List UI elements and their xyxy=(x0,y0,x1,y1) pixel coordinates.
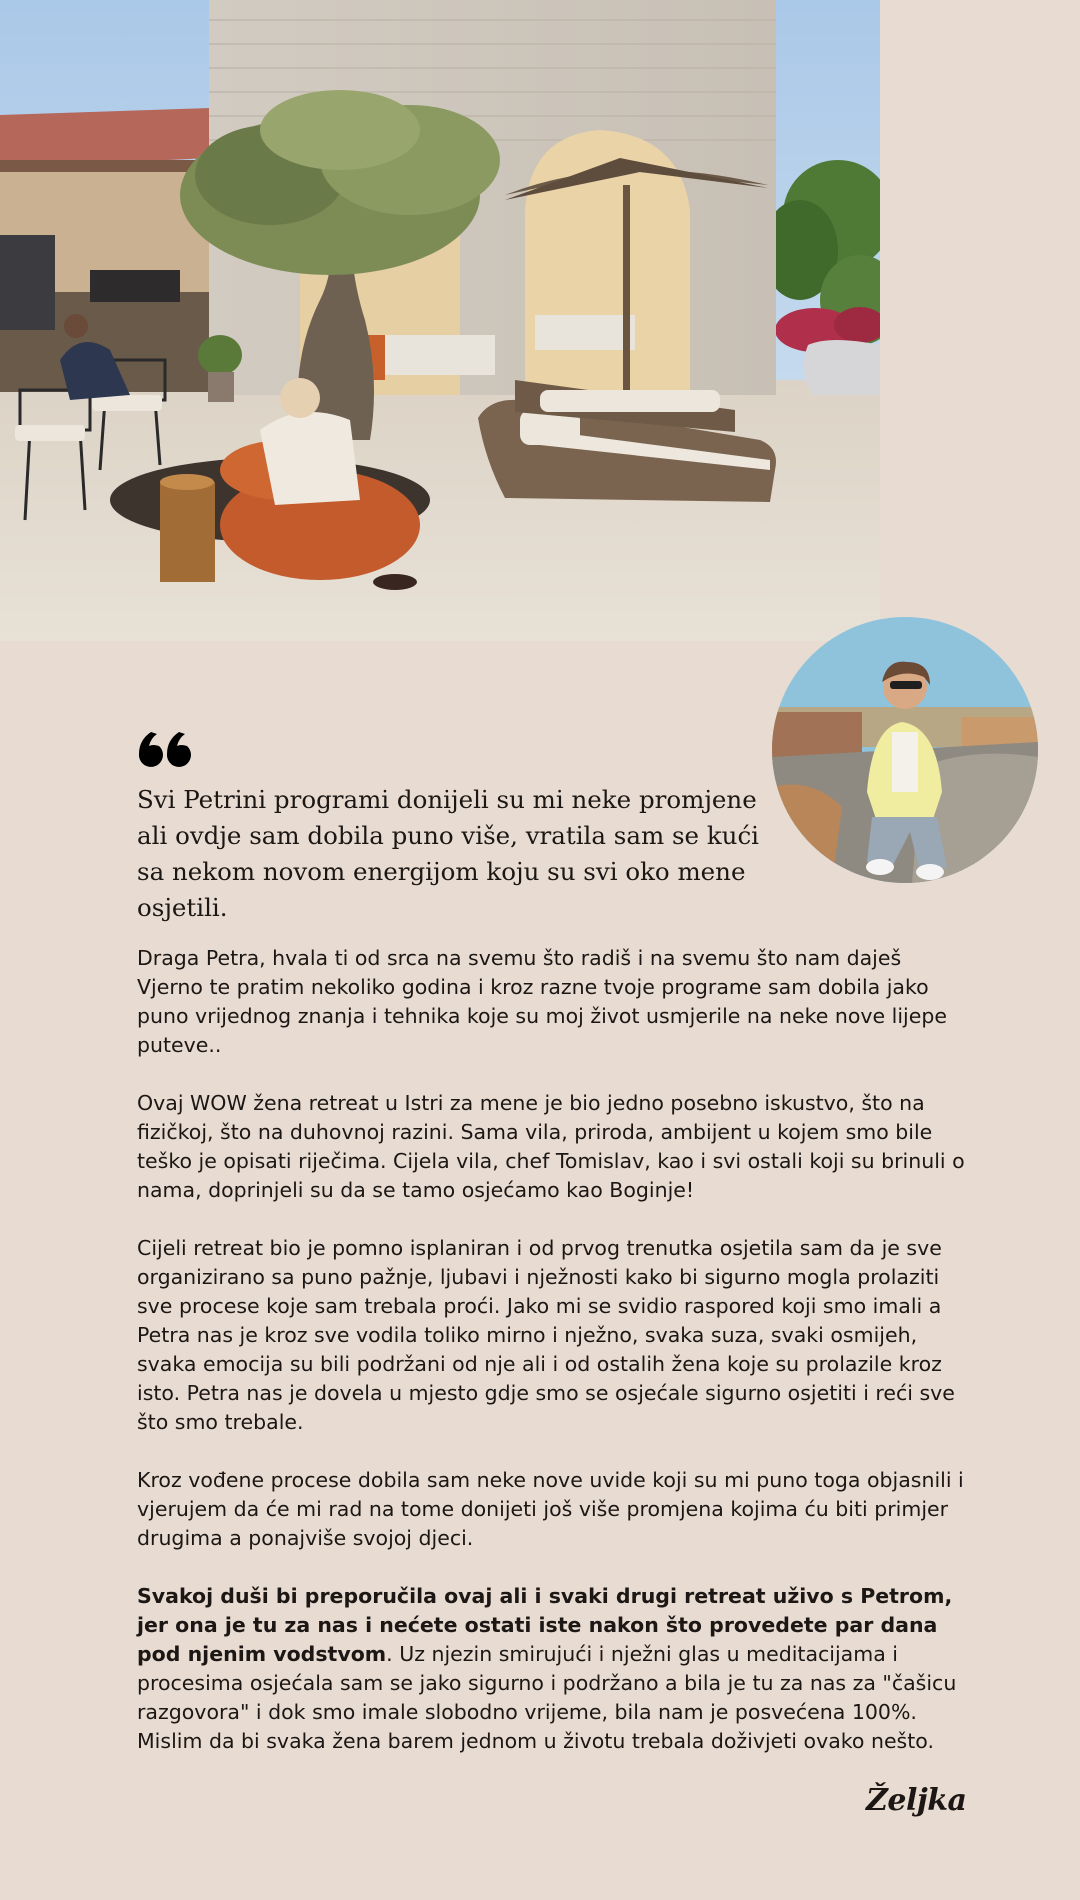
testimonial-paragraph: Kroz vođene procese dobila sam neke nove uvide koji su mi puno toga objasnili i vjerujem da će mi rad na tome donijeti još više promjena kojima ću biti primjer drugima a ponajviše svojoj djeci. xyxy=(137,1468,964,1550)
villa-terrace-illustration xyxy=(0,0,880,641)
author-signature: Željka xyxy=(866,1783,967,1818)
recommendation-emphasis: Svakoj duši bi preporučila ovaj ali i svaki drugi retreat uživo s Petrom, jer ona je tu za nas i nećete ostati iste nakon što provedete par dana pod njenim vodstvom xyxy=(137,1584,953,1666)
hero-photo xyxy=(0,0,880,641)
quote-icon xyxy=(137,728,193,770)
closing-text: . Uz njezin smirujući i nježni glas u meditacijama i procesima osjećala sam se jako sigurno i podržano a bila je tu za nas za "čašicu razgovora" i dok smo imale slobodno vrijeme, bila nam je posvećena 100%. Mislim da bi svaka žena barem jednom u životu trebala doživjeti ovako nešto. xyxy=(137,1642,957,1753)
portrait-illustration xyxy=(772,617,1038,883)
testimonial-body xyxy=(137,944,967,1785)
testimonial-headline: Svi Petrini programi donijeli su mi neke promjene ali ovdje sam dobila puno više, vratila sam se kući sa nekom novom energijom koju su svi oko mene osjetili. xyxy=(137,785,760,922)
testimonial-closing-paragraph xyxy=(137,1582,967,1756)
testimonial-paragraph: Cijeli retreat bio je pomno isplaniran i od prvog trenutka osjetila sam da je sve organizirano sa puno pažnje, ljubavi i nježnosti kako bi sigurno mogla prolaziti sve procese koje sam trebala proći. Jako mi se svidio raspored koji smo imali a Petra nas je kroz sve vodila toliko mirno i nježno, svaka suza, svaki osmijeh, svaka emocija su bili podržani od nje ali i od ostalih žena koje su prolazile kroz isto. Petra nas je dovela u mjesto gdje smo se osjećale sigurno osjetiti i reći sve što smo trebale. xyxy=(137,1236,955,1434)
author-portrait xyxy=(772,617,1038,883)
testimonial-paragraph: Ovaj WOW žena retreat u Istri za mene je bio jedno posebno iskustvo, što na fizičkoj, što na duhovnoj razini. Sama vila, priroda, ambijent u kojem smo bile teško je opisati riječima. Cijela vila, chef Tomislav, kao i svi ostali koji su brinuli o nama, doprinjeli su da se tamo osjećamo kao Boginje! xyxy=(137,1091,965,1202)
testimonial-paragraph: Draga Petra, hvala ti od srca na svemu što radiš i na svemu što nam daješ Vjerno te pratim nekoliko godina i kroz razne tvoje programe sam dobila jako puno vrijednog znanja i tehnika koje su moj život usmjerile na neke nove lijepe puteve.. xyxy=(137,946,947,1057)
